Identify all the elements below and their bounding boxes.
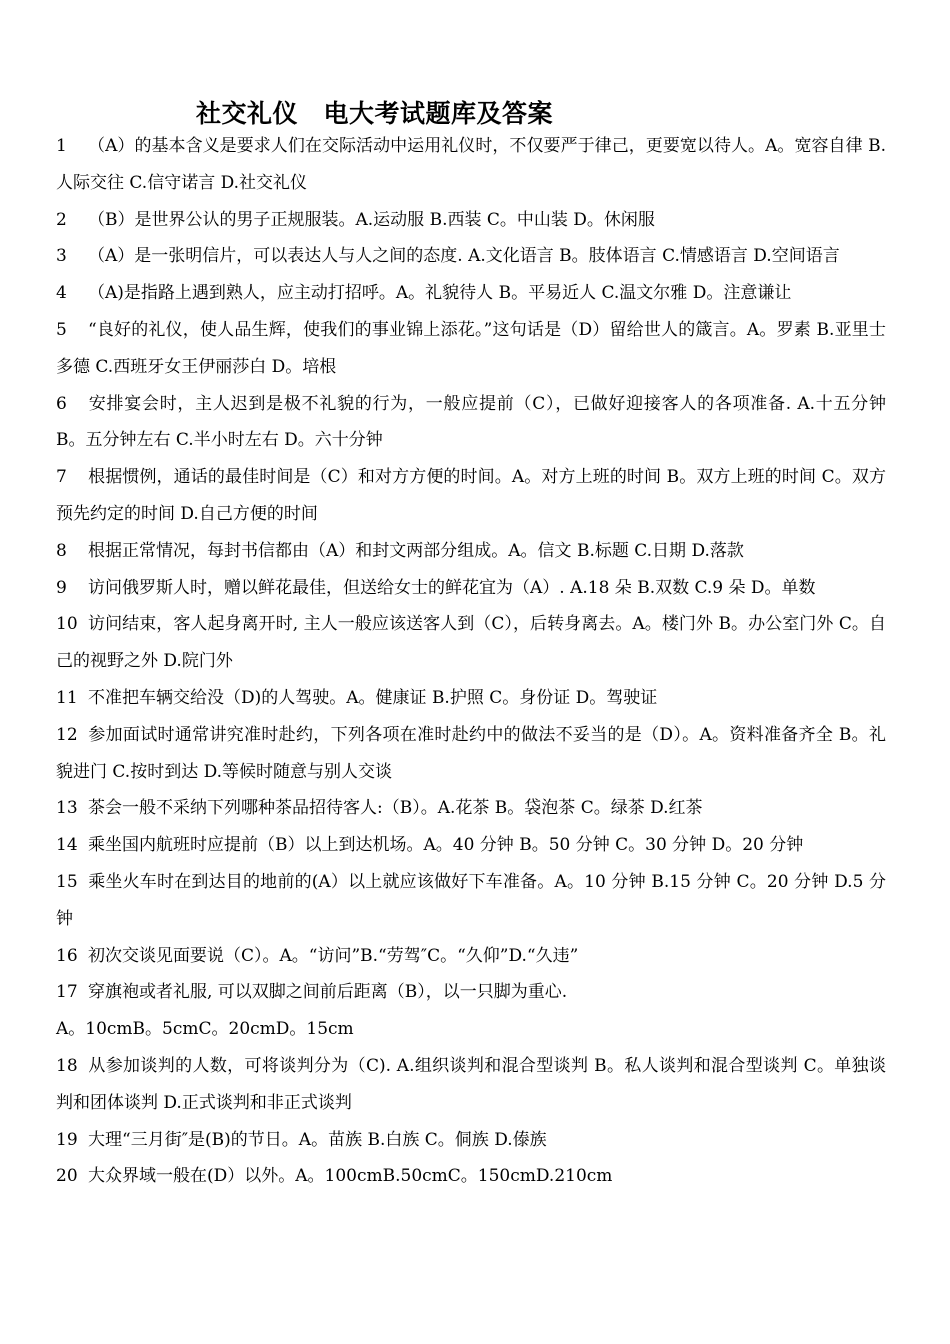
question-number: 8 xyxy=(56,540,67,561)
question-number: 19 xyxy=(56,1129,78,1150)
question-item xyxy=(56,717,886,791)
question-number: 14 xyxy=(56,835,78,856)
question-text: 初次交谈见面要说（C）。A。“访问”B.“劳驾″C。“久仰”D.“久违” xyxy=(88,945,579,966)
question-list xyxy=(56,128,886,1195)
question-item xyxy=(56,312,886,386)
question-number: 3 xyxy=(56,246,67,267)
question-item xyxy=(56,386,886,460)
question-number: 2 xyxy=(56,209,67,230)
question-item xyxy=(56,938,886,975)
question-item xyxy=(56,128,886,202)
question-text: 访问结束，客人起身离开时, 主人一般应该送客人到（C），后转身离去。A。楼门外 B。办公室门外 C。自己的视野之外 D.院门外 xyxy=(56,614,886,672)
question-number: 5 xyxy=(56,319,67,340)
question-number: 16 xyxy=(56,945,78,966)
question-item xyxy=(56,459,886,533)
question-text: 不准把车辆交给没（D)的人驾驶。A。健康证 B.护照 C。身份证 D。驾驶证 xyxy=(88,687,658,708)
question-number: 12 xyxy=(56,724,78,745)
question-item xyxy=(56,827,886,864)
question-text: 大理“三月街″是(B)的节日。A。苗族 B.白族 C。侗族 D.傣族 xyxy=(88,1129,547,1150)
question-number: 4 xyxy=(56,283,67,304)
question-number: 6 xyxy=(56,393,67,414)
question-item xyxy=(56,1158,886,1195)
question-item xyxy=(56,533,886,570)
question-text: 安排宴会时，主人迟到是极不礼貌的行为，一般应提前（C），已做好迎接客人的各项准备. A.十五分钟 B。五分钟左右 C.半小时左右 D。六十分钟 xyxy=(56,393,886,451)
question-text: （A）是一张明信片，可以表达人与人之间的态度. A.文化语言 B。肢体语言 C.情感语言 D.空间语言 xyxy=(88,246,840,267)
question-number: 13 xyxy=(56,798,78,819)
question-text: 大众界域一般在(D）以外。A。100cmB.50cmC。150cmD.210cm xyxy=(88,1166,613,1187)
question-text: 乘坐火车时在到达目的地前的(A）以上就应该做好下车准备。A。10 分钟 B.15 分钟 C。20 分钟 D.5 分钟 xyxy=(56,871,886,929)
question-text: （A)是指路上遇到熟人，应主动打招呼。A。礼貌待人 B。平易近人 C.温文尔雅 D。注意谦让 xyxy=(88,283,792,304)
question-number: 11 xyxy=(56,687,78,708)
question-text: 从参加谈判的人数，可将谈判分为（C). A.组织谈判和混合型谈判 B。私人谈判和混合型谈判 C。单独谈判和团体谈判 D.正式谈判和非正式谈判 xyxy=(56,1055,886,1113)
question-text: 乘坐国内航班时应提前（B）以上到达机场。A。40 分钟 B。50 分钟 C。30 分钟 D。20 分钟 xyxy=(88,835,804,856)
document-title: 社交礼仪 电大考试题库及答案 xyxy=(196,99,554,128)
question-item xyxy=(56,1122,886,1159)
question-text: 根据正常情况，每封书信都由（A）和封文两部分组成。A。信文 B.标题 C.日期 D.落款 xyxy=(88,540,744,561)
question-item xyxy=(56,606,886,680)
question-text: （B）是世界公认的男子正规服装。A.运动服 B.西装 C。中山装 D。休闲服 xyxy=(88,209,655,230)
question-text: （A）的基本含义是要求人们在交际活动中运用礼仪时，不仅要严于律己，更要宽以待人。A。宽容自律 B.人际交往 C.信守诺言 D.社交礼仪 xyxy=(56,136,886,193)
question-text: 茶会一般不采纳下列哪种茶品招待客人:（B）。A.花茶 B。袋泡茶 C。绿茶 D.红茶 xyxy=(88,798,703,819)
question-text: 穿旗袍或者礼服, 可以双脚之间前后距离（B），以一只脚为重心. A。10cmB。5cmC。20cmD。15cm xyxy=(56,982,568,1040)
question-item xyxy=(56,680,886,717)
question-number: 10 xyxy=(56,614,78,635)
question-number: 17 xyxy=(56,982,78,1003)
question-text: 访问俄罗斯人时，赠以鲜花最佳，但送给女士的鲜花宜为（A）. A.18 朵 B.双数 C.9 朵 D。单数 xyxy=(88,577,816,598)
question-item xyxy=(56,790,886,827)
question-text: 参加面试时通常讲究准时赴约，下列各项在准时赴约中的做法不妥当的是（D）。A。资料准备齐全 B。礼貌进门 C.按时到达 D.等候时随意与别人交谈 xyxy=(56,724,886,782)
question-number: 1 xyxy=(56,136,67,156)
question-item xyxy=(56,275,886,312)
question-item xyxy=(56,570,886,607)
question-item xyxy=(56,974,886,1048)
question-item xyxy=(56,864,886,938)
question-number: 20 xyxy=(56,1166,78,1187)
question-text: “良好的礼仪，使人品生辉，使我们的事业锦上添花。”这句话是（D）留给世人的箴言。A。罗素 B.亚里士多德 C.西班牙女王伊丽莎白 D。培根 xyxy=(56,319,886,377)
question-item xyxy=(56,238,886,275)
question-number: 9 xyxy=(56,577,67,598)
question-number: 7 xyxy=(56,467,67,488)
question-item xyxy=(56,1048,886,1122)
question-number: 18 xyxy=(56,1055,78,1076)
question-number: 15 xyxy=(56,871,78,892)
question-item xyxy=(56,202,886,239)
question-text: 根据惯例，通话的最佳时间是（C）和对方方便的时间。A。对方上班的时间 B。双方上班的时间 C。双方预先约定的时间 D.自己方便的时间 xyxy=(56,467,886,524)
